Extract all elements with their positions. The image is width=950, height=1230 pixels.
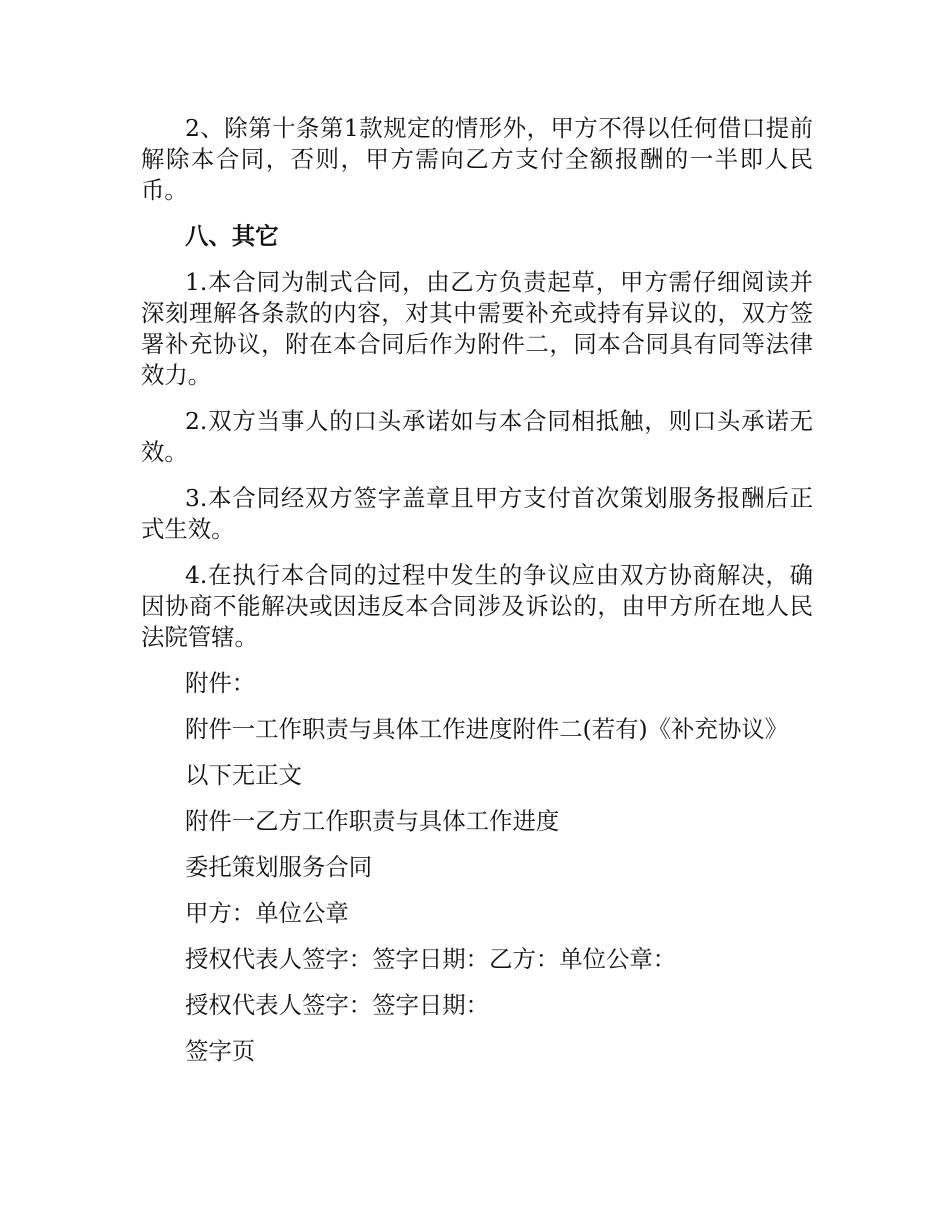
- signature-line-one: 授权代表人签字：签字日期：乙方：单位公章：: [185, 945, 677, 973]
- attachments-label: 附件：: [185, 669, 256, 697]
- paragraph-clause-3: 3.本合同经双方签字盖章且甲方支付首次策划服务报酬后正式生效。: [141, 484, 813, 543]
- signature-line-two: 授权代表人签字：签字日期：: [185, 991, 490, 1019]
- paragraph-termination: 2、除第十条第1款规定的情形外，甲方不得以任何借口提前解除本合同，否则，甲方需向乙方支付全额报酬的一半即人民币。: [141, 114, 813, 204]
- document-page: [141, 113, 813, 1082]
- contract-name: 委托策划服务合同: [185, 853, 373, 881]
- paragraph-clause-2: 2.双方当事人的口头承诺如与本合同相抵触，则口头承诺无效。: [141, 407, 813, 466]
- paragraph-clause-1: 1.本合同为制式合同，由乙方负责起草，甲方需仔细阅读并深刻理解各条款的内容，对其中需要补充或持有异议的，双方签署补充协议，附在本合同后作为附件二，同本合同具有同等法律效力。: [141, 268, 813, 389]
- paragraph-clause-4: 4.在执行本合同的过程中发生的争议应由双方协商解决，确因协商不能解决或因违反本合同涉及诉讼的，由甲方所在地人民法院管辖。: [141, 561, 813, 651]
- party-a-seal-line: 甲方：单位公章: [185, 899, 349, 927]
- attachments-list: 附件一工作职责与具体工作进度附件二(若有)《补充协议》: [185, 715, 789, 743]
- section-heading-other: 八、其它: [185, 222, 279, 250]
- attachment-one-title: 附件一乙方工作职责与具体工作进度: [185, 807, 560, 835]
- signature-page-label: 签字页: [185, 1037, 256, 1065]
- end-of-text-note: 以下无正文: [185, 761, 302, 789]
